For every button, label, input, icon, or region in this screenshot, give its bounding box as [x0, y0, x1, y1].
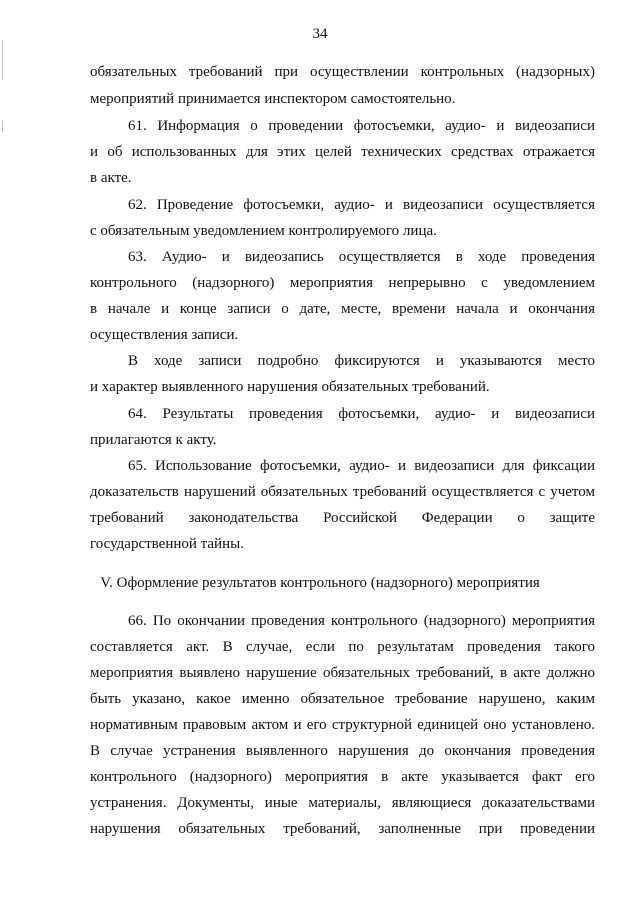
- paragraph-66-start: 66. По окончании проведения контрольного (надзорного) мероприятия: [128, 613, 595, 629]
- text-line: в начале и конце записи о дате, месте, времени начала и окончания: [90, 301, 595, 317]
- paragraph-start: В ходе записи подробно фиксируются и указываются место: [128, 353, 595, 369]
- text-line: с обязательным уведомлением контролируемого лица.: [90, 223, 437, 239]
- text-line: осуществления записи.: [90, 327, 239, 343]
- paragraph-62-start: 62. Проведение фотосъемки, аудио- и видеозаписи осуществляется: [128, 197, 595, 213]
- text-line: и об использованных для этих целей технических средствах отражается: [90, 144, 595, 160]
- text-line: В случае устранения выявленного нарушения до окончания проведения: [90, 743, 595, 759]
- text-line: составляется акт. В случае, если по результатам проведения такого: [90, 639, 595, 655]
- text-line: обязательных требований при осуществлении контрольных (надзорных): [90, 64, 595, 80]
- text-line: контрольного (надзорного) мероприятия в акте указывается факт его: [90, 769, 595, 785]
- text-line: мероприятий принимается инспектором самостоятельно.: [90, 91, 456, 107]
- scan-edge-mark: [2, 40, 3, 80]
- paragraph-64-start: 64. Результаты проведения фотосъемки, аудио- и видеозаписи: [128, 406, 595, 422]
- text-line: в акте.: [90, 170, 132, 186]
- text-line: мероприятия выявлено нарушение обязательных требований, в акте должно: [90, 665, 595, 681]
- text-line: устранения. Документы, иные материалы, являющиеся доказательствами: [90, 795, 595, 811]
- text-line: быть указано, какое именно обязательное требование нарушено, каким: [90, 691, 595, 707]
- text-line: и характер выявленного нарушения обязательных требований.: [90, 379, 490, 395]
- text-line: контрольного (надзорного) мероприятия непрерывно с уведомлением: [90, 275, 595, 291]
- section-heading: V. Оформление результатов контрольного (надзорного) мероприятия: [100, 575, 540, 591]
- text-line: прилагаются к акту.: [90, 432, 217, 448]
- page-number: 34: [312, 26, 328, 42]
- text-line: доказательств нарушений обязательных требований осуществляется с учетом: [90, 484, 595, 500]
- text-line: требований законодательства Российской Федерации о защите: [90, 510, 595, 526]
- text-line: государственной тайны.: [90, 536, 244, 552]
- paragraph-65-start: 65. Использование фотосъемки, аудио- и видеозаписи для фиксации: [128, 458, 595, 474]
- paragraph-63-start: 63. Аудио- и видеозапись осуществляется в ходе проведения: [128, 249, 595, 265]
- text-line: нормативным правовым актом и его структурной единицей оно установлено.: [90, 717, 595, 733]
- paragraph-61-start: 61. Информация о проведении фотосъемки, аудио- и видеозаписи: [128, 118, 595, 134]
- scan-edge-mark: [2, 120, 3, 132]
- text-line: нарушения обязательных требований, заполненные при проведении: [90, 821, 595, 837]
